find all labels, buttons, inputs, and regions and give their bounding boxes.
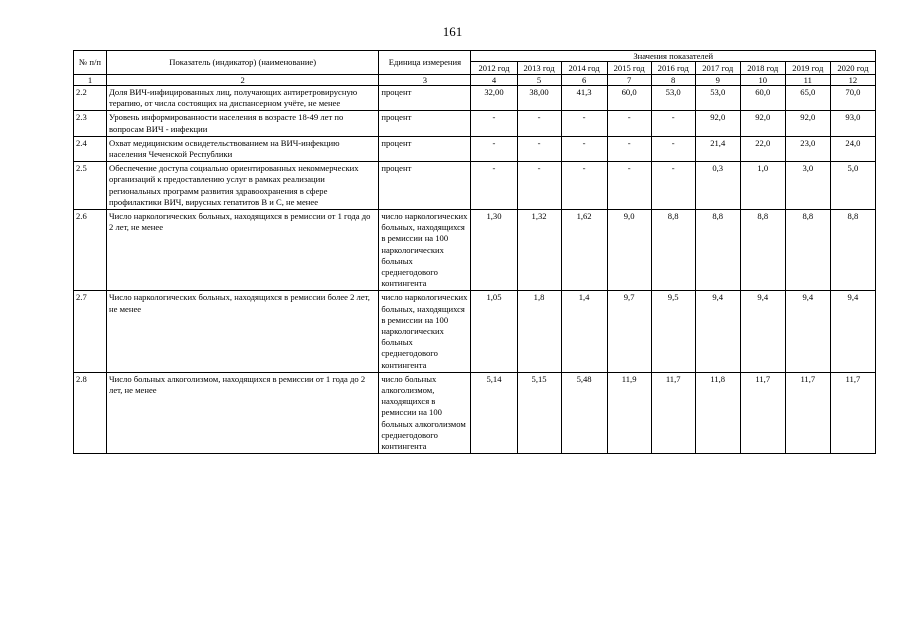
indicator-name: Число наркологических больных, находящихся в ремиссии от 1 года до 2 лет, не менее: [107, 210, 379, 291]
value-cell: 9,4: [830, 291, 875, 372]
value-cell: 22,0: [740, 136, 785, 161]
header-year: [517, 62, 561, 75]
unit-cell: число больных алкоголизмом, находящихся в ремиссии на 100 больных алкоголизмом среднегодового контингента: [379, 372, 471, 453]
value-cell: 9,5: [651, 291, 695, 372]
value-cell: 9,0: [607, 210, 651, 291]
indicator-name: Охват медицинским освидетельствованием на ВИЧ-инфекцию населения Чеченской Республики: [107, 136, 379, 161]
value-cell: 9,4: [785, 291, 830, 372]
header-year-label: 2014 год: [568, 63, 600, 73]
header-indicator: Показатель (индикатор) (наименование): [107, 51, 379, 75]
column-index-cell: 3: [379, 75, 471, 86]
unit-cell: число наркологических больных, находящихся в ремиссии на 100 наркологических больных среднегодового контингента: [379, 291, 471, 372]
header-year: [830, 62, 875, 75]
value-cell: 1,4: [561, 291, 607, 372]
value-cell: 53,0: [651, 86, 695, 111]
value-cell: 9,4: [695, 291, 740, 372]
column-index-cell: 12: [830, 75, 875, 86]
value-cell: -: [561, 162, 607, 210]
indicator-name: Обеспечение доступа социально ориентированных некоммерческих организаций к предоставлению услуг в рамках реализации региональных программ развития здравоохранения в сфере профилактики ВИЧ, вирусных гепатитов В и С, не менее: [107, 162, 379, 210]
column-index-cell: 5: [517, 75, 561, 86]
header-year: [607, 62, 651, 75]
column-index-row: [74, 75, 876, 86]
value-cell: 1,05: [471, 291, 517, 372]
value-cell: 1,32: [517, 210, 561, 291]
header-year: [695, 62, 740, 75]
value-cell: 1,62: [561, 210, 607, 291]
table-row: [74, 111, 876, 136]
column-index-cell: 4: [471, 75, 517, 86]
column-index-cell: 9: [695, 75, 740, 86]
value-cell: -: [651, 111, 695, 136]
header-no: № п/п: [74, 51, 107, 75]
table-row: [74, 86, 876, 111]
header-year-label: 2017 год: [702, 63, 734, 73]
table-row: [74, 136, 876, 161]
value-cell: 1,0: [740, 162, 785, 210]
header-year-label: 2020 год: [837, 63, 869, 73]
value-cell: 11,8: [695, 372, 740, 453]
value-cell: -: [517, 136, 561, 161]
value-cell: -: [561, 136, 607, 161]
header-year-label: 2016 год: [657, 63, 689, 73]
header-year: [785, 62, 830, 75]
value-cell: 8,8: [740, 210, 785, 291]
header-year: [740, 62, 785, 75]
unit-cell: число наркологических больных, находящихся в ремиссии на 100 наркологических больных среднегодового контингента: [379, 210, 471, 291]
indicators-table: [73, 50, 876, 454]
value-cell: 41,3: [561, 86, 607, 111]
value-cell: 11,7: [740, 372, 785, 453]
header-year: [651, 62, 695, 75]
value-cell: -: [651, 136, 695, 161]
row-number: 2.2: [74, 86, 107, 111]
value-cell: 8,8: [785, 210, 830, 291]
value-cell: 5,15: [517, 372, 561, 453]
column-index-cell: 11: [785, 75, 830, 86]
value-cell: 60,0: [607, 86, 651, 111]
value-cell: 5,14: [471, 372, 517, 453]
value-cell: 1,8: [517, 291, 561, 372]
value-cell: 11,7: [651, 372, 695, 453]
header-unit: Единица измерения: [379, 51, 471, 75]
value-cell: 8,8: [651, 210, 695, 291]
header-year-label: 2019 год: [792, 63, 824, 73]
value-cell: 8,8: [695, 210, 740, 291]
value-cell: -: [471, 136, 517, 161]
value-cell: 70,0: [830, 86, 875, 111]
value-cell: -: [471, 111, 517, 136]
value-cell: 3,0: [785, 162, 830, 210]
unit-cell: процент: [379, 86, 471, 111]
indicator-name: Доля ВИЧ-инфицированных лиц, получающих антиретровирусную терапию, от числа состоящих на диспансерном учёте, не менее: [107, 86, 379, 111]
row-number: 2.4: [74, 136, 107, 161]
column-index-cell: 8: [651, 75, 695, 86]
indicator-name: Число наркологических больных, находящихся в ремиссии более 2 лет, не менее: [107, 291, 379, 372]
header-year: [561, 62, 607, 75]
value-cell: 32,00: [471, 86, 517, 111]
row-number: 2.7: [74, 291, 107, 372]
column-index-cell: 6: [561, 75, 607, 86]
column-index-cell: 2: [107, 75, 379, 86]
column-index-cell: 10: [740, 75, 785, 86]
header-year-label: 2012 год: [478, 63, 510, 73]
value-cell: 93,0: [830, 111, 875, 136]
row-number: 2.3: [74, 111, 107, 136]
table-row: [74, 291, 876, 372]
value-cell: 92,0: [785, 111, 830, 136]
header-year-label: 2018 год: [747, 63, 779, 73]
value-cell: 8,8: [830, 210, 875, 291]
value-cell: 0,3: [695, 162, 740, 210]
column-index-cell: 1: [74, 75, 107, 86]
value-cell: 21,4: [695, 136, 740, 161]
header-year-label: 2015 год: [613, 63, 645, 73]
indicator-name: Уровень информированности населения в возрасте 18-49 лет по вопросам ВИЧ - инфекции: [107, 111, 379, 136]
value-cell: -: [607, 136, 651, 161]
value-cell: 11,7: [785, 372, 830, 453]
value-cell: 11,7: [830, 372, 875, 453]
table-row: [74, 210, 876, 291]
value-cell: -: [561, 111, 607, 136]
indicator-name: Число больных алкоголизмом, находящихся в ремиссии от 1 года до 2 лет, не менее: [107, 372, 379, 453]
column-index-cell: 7: [607, 75, 651, 86]
unit-cell: процент: [379, 162, 471, 210]
value-cell: -: [607, 162, 651, 210]
value-cell: -: [607, 111, 651, 136]
value-cell: 24,0: [830, 136, 875, 161]
value-cell: 5,0: [830, 162, 875, 210]
table-row: [74, 162, 876, 210]
unit-cell: процент: [379, 111, 471, 136]
row-number: 2.5: [74, 162, 107, 210]
header-row: [74, 51, 876, 62]
unit-cell: процент: [379, 136, 471, 161]
value-cell: 23,0: [785, 136, 830, 161]
value-cell: 92,0: [695, 111, 740, 136]
value-cell: 9,7: [607, 291, 651, 372]
value-cell: 60,0: [740, 86, 785, 111]
value-cell: -: [517, 111, 561, 136]
table-row: [74, 372, 876, 453]
value-cell: 5,48: [561, 372, 607, 453]
row-number: 2.8: [74, 372, 107, 453]
value-cell: -: [651, 162, 695, 210]
header-year-label: 2013 год: [523, 63, 555, 73]
value-cell: 38,00: [517, 86, 561, 111]
value-cell: 53,0: [695, 86, 740, 111]
header-values: Значения показателей: [471, 51, 876, 62]
value-cell: 11,9: [607, 372, 651, 453]
value-cell: 65,0: [785, 86, 830, 111]
value-cell: -: [471, 162, 517, 210]
page-number: 161: [442, 24, 463, 39]
value-cell: 1,30: [471, 210, 517, 291]
value-cell: -: [517, 162, 561, 210]
value-cell: 9,4: [740, 291, 785, 372]
row-number: 2.6: [74, 210, 107, 291]
header-year: [471, 62, 517, 75]
value-cell: 92,0: [740, 111, 785, 136]
